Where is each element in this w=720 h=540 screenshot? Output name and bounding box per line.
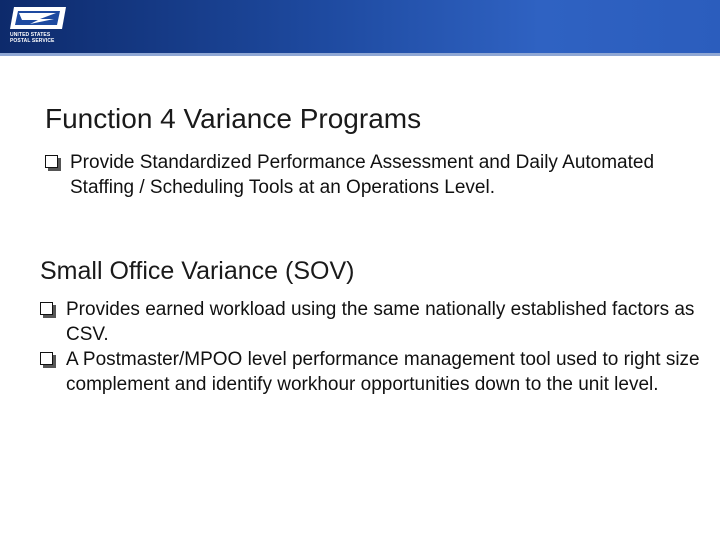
bullet-list-sov (40, 297, 700, 397)
bullet-item (40, 297, 700, 347)
slide-title: Function 4 Variance Programs (45, 103, 422, 134)
usps-eagle-icon (10, 5, 68, 31)
logo-line-2: POSTAL SERVICE (10, 38, 55, 44)
bullet-item (40, 347, 700, 397)
checkbox-bullet-icon (40, 352, 53, 365)
bullet-text: Provide Standardized Performance Assessment and Daily Automated Staffing / Scheduling Tools at an Operations Level. (70, 152, 655, 198)
bullet-item (45, 150, 705, 200)
header-bar (0, 0, 720, 53)
usps-logo (10, 5, 68, 49)
checkbox-bullet-icon (45, 155, 58, 168)
bullet-text: Provides earned workload using the same nationally established factors as CSV. (66, 299, 695, 345)
bullet-list-function4 (45, 150, 705, 200)
header-divider (0, 53, 720, 56)
checkbox-bullet-icon (40, 302, 53, 315)
logo-text (10, 32, 68, 44)
bullet-text: A Postmaster/MPOO level performance management tool used to right size complement and identify workhour opportunities down to the unit level. (66, 349, 700, 395)
logo-line-1: UNITED STATES (10, 32, 51, 38)
section-heading-sov: Small Office Variance (SOV) (40, 257, 355, 285)
